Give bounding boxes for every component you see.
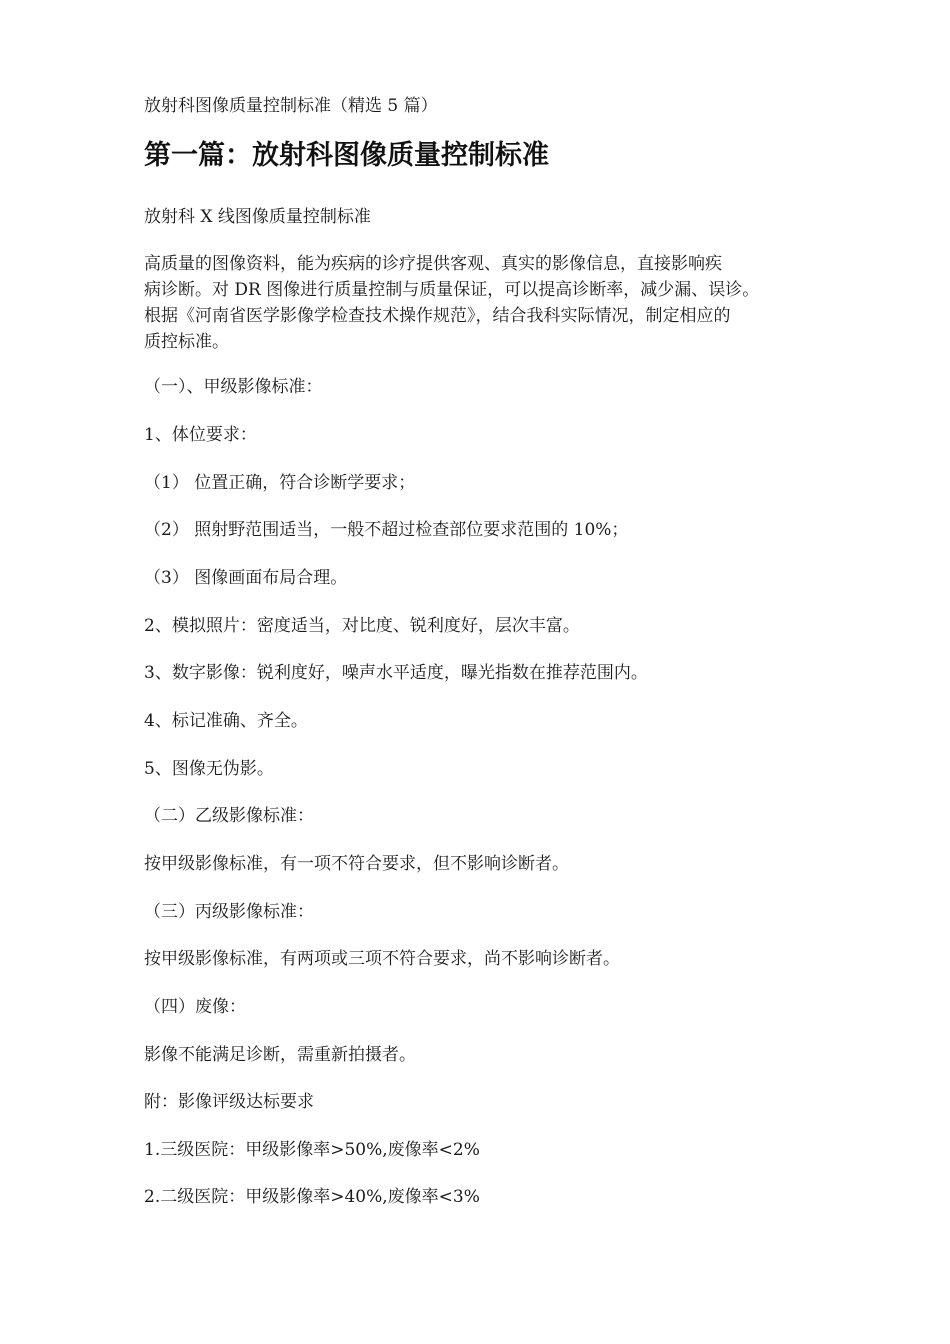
grade-a-heading: （一）、甲级影像标准： bbox=[144, 377, 323, 397]
item-1-1: （1） 位置正确，符合诊断学要求； bbox=[144, 473, 416, 493]
item-5: 5、图像无伪影。 bbox=[144, 759, 274, 779]
intro-line: 高质量的图像资料，能为疾病的诊疗提供客观、真实的影像信息，直接影响疾 bbox=[144, 254, 722, 274]
grade-b-text: 按甲级影像标准，有一项不符合要求，但不影响诊断者。 bbox=[144, 854, 569, 874]
grade-c-text: 按甲级影像标准，有两项或三项不符合要求，尚不影响诊断者。 bbox=[144, 949, 620, 969]
item-1-3: （3） 图像画面布局合理。 bbox=[144, 568, 348, 588]
item-1-2: （2） 照射野范围适当，一般不超过检查部位要求范围的 10%； bbox=[144, 520, 629, 540]
grade-c-heading: （三）丙级影像标准： bbox=[144, 902, 314, 922]
section-subtitle: 放射科 X 线图像质量控制标准 bbox=[144, 207, 371, 227]
document-title: 放射科图像质量控制标准（精选 5 篇） bbox=[144, 96, 438, 116]
appendix-heading: 附：影像评级达标要求 bbox=[144, 1092, 314, 1112]
grade-b-heading: （二）乙级影像标准： bbox=[144, 806, 314, 826]
chapter-heading: 第一篇：放射科图像质量控制标准 bbox=[144, 140, 549, 171]
intro-line: 根据《河南省医学影像学检查技术操作规范》，结合我科实际情况，制定相应的 bbox=[144, 306, 731, 326]
waste-heading: （四）废像： bbox=[144, 997, 246, 1017]
appendix-item-2: 2.二级医院：甲级影像率>40%,废像率<3% bbox=[144, 1187, 480, 1207]
waste-text: 影像不能满足诊断，需重新拍摄者。 bbox=[144, 1045, 416, 1065]
item-3: 3、数字影像：锐利度好，噪声水平适度，曝光指数在推荐范围内。 bbox=[144, 663, 648, 683]
intro-line: 病诊断。对 DR 图像进行质量控制与质量保证，可以提高诊断率，减少漏、误诊。 bbox=[144, 280, 760, 300]
intro-line: 质控标准。 bbox=[144, 332, 229, 352]
item-4: 4、标记准确、齐全。 bbox=[144, 711, 308, 731]
intro-paragraph bbox=[144, 251, 824, 355]
item-1: 1、体位要求： bbox=[144, 425, 257, 445]
item-2: 2、模拟照片：密度适当，对比度、锐利度好，层次丰富。 bbox=[144, 616, 580, 636]
appendix-item-1: 1.三级医院：甲级影像率>50%,废像率<2% bbox=[144, 1140, 480, 1160]
